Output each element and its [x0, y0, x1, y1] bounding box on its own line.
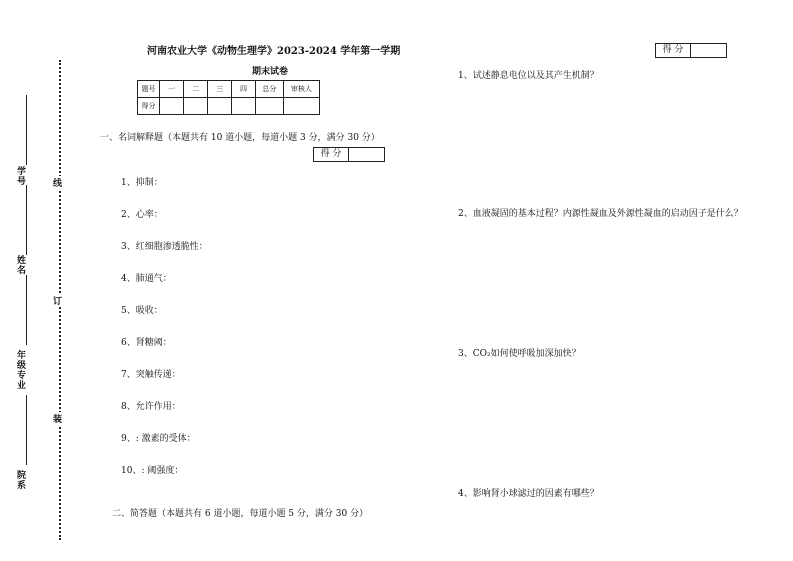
term-item-6: 6、肾糖阈： — [121, 338, 172, 348]
score-table-header: 审核人 — [283, 81, 319, 98]
section1-title: 一、名词解释题（本题共有 10 道小题，每道小题 3 分，满分 30 分） — [100, 133, 380, 143]
term-item-10: 10、: 阈强度： — [121, 466, 184, 476]
score-cell — [184, 98, 208, 115]
score-table-header: 二 — [184, 81, 208, 98]
section2-title: 二、简答题（本题共有 6 道小题，每道小题 5 分，满分 30 分） — [112, 509, 369, 519]
score-table-header: 三 — [208, 81, 232, 98]
binding-mark-line: 线 — [53, 176, 62, 189]
score-table-header-row — [138, 81, 320, 98]
label-student-id: 学号 — [15, 166, 25, 186]
term-item-5: 5、吸收： — [121, 306, 163, 316]
section1-score-box — [313, 147, 385, 162]
term-item-1: 1、抑制： — [121, 178, 163, 188]
score-table — [137, 80, 320, 115]
score-box-blank — [349, 148, 384, 161]
score-box-label: 得 分 — [314, 148, 349, 161]
question-1: 1、试述静息电位以及其产生机制？ — [458, 71, 599, 81]
score-cell — [256, 98, 284, 115]
question-3: 3、CO₂如何使呼吸加深加快？ — [458, 349, 581, 359]
score-table-score-row — [138, 98, 320, 115]
term-item-2: 2、心率： — [121, 210, 163, 220]
binding-underline-department — [26, 395, 27, 465]
exam-subtitle: 期末试卷 — [252, 67, 289, 77]
score-cell — [160, 98, 184, 115]
question-2: 2、血液凝固的基本过程？内源性凝血及外源性凝血的启动因子是什么？ — [458, 209, 743, 219]
score-cell — [208, 98, 232, 115]
score-cell — [283, 98, 319, 115]
score-table-header: 总分 — [256, 81, 284, 98]
question-4: 4、影响肾小球滤过的因素有哪些？ — [458, 489, 599, 499]
term-item-4: 4、肺通气： — [121, 274, 172, 284]
term-item-8: 8、允许作用： — [121, 402, 181, 412]
score-table-header: 四 — [232, 81, 256, 98]
label-grade-major: 年级专业 — [15, 350, 25, 390]
binding-mark-bind: 装 — [53, 412, 62, 425]
score-table-header: 题号 — [138, 81, 160, 98]
term-item-3: 3、红细胞渗透脆性： — [121, 242, 208, 252]
score-cell — [232, 98, 256, 115]
score-box-label: 得 分 — [656, 44, 691, 57]
binding-underline-student-id — [26, 95, 27, 165]
binding-underline-name — [26, 185, 27, 255]
score-table-row-label: 得分 — [138, 98, 160, 115]
exam-title: 河南农业大学《动物生理学》2023-2024 学年第一学期 — [147, 46, 401, 57]
term-item-9: 9、: 激素的受体： — [121, 434, 196, 444]
binding-underline-major — [26, 275, 27, 345]
binding-mark-order: 订 — [53, 294, 62, 307]
score-box-blank — [691, 44, 726, 57]
section2-score-box — [655, 43, 727, 58]
label-department: 院系 — [15, 470, 25, 490]
label-name: 姓名 — [15, 255, 25, 275]
score-table-header: 一 — [160, 81, 184, 98]
term-item-7: 7、突触传递： — [121, 370, 181, 380]
